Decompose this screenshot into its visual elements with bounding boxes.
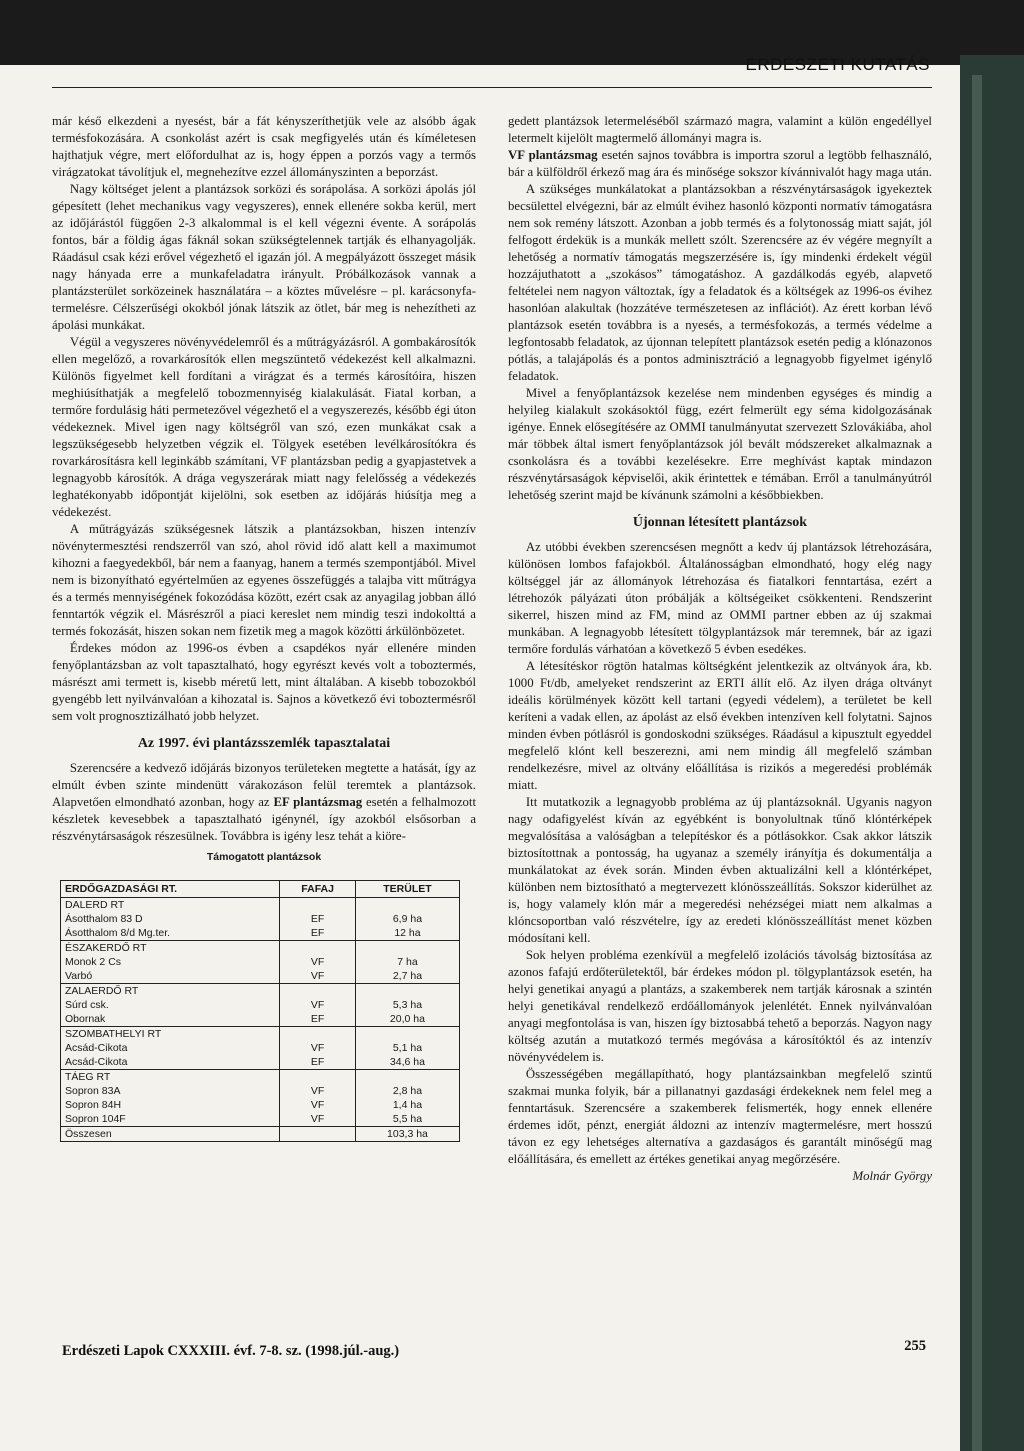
plantation-name: Súrd csk. [61, 998, 280, 1012]
left-column [52, 113, 476, 1142]
table-group-row [61, 941, 460, 956]
header-species: FAFAJ [280, 881, 356, 898]
plantation-name: Sopron 83A [61, 1084, 280, 1098]
running-header: ERDÉSZETI KUTATÁS [745, 55, 930, 74]
plantation-name: Sopron 84H [61, 1098, 280, 1112]
table-group-row [61, 1027, 460, 1042]
table-group-row [61, 898, 460, 913]
species-cell: VF [280, 998, 356, 1012]
left-paragraph-6 [52, 760, 476, 845]
species-cell: VF [280, 1098, 356, 1112]
p2-text: esetén sajnos továbbra is importra szorul a legtöbb felhasználó, bár a külföldről érkező mag ára és minősége sokszor kívánnivalót hagy maga után. [508, 148, 933, 179]
spine-stripe [972, 75, 982, 1451]
section-heading-1997: Az 1997. évi plantázsszemlék tapasztalatai [137, 736, 391, 751]
empty-cell [355, 1070, 459, 1085]
species-cell: VF [280, 955, 356, 969]
p2-bold-term: VF plantázsmag [508, 148, 598, 162]
area-cell: 5,5 ha [355, 1112, 459, 1127]
plantation-name: Acsád-Cikota [61, 1055, 280, 1070]
right-paragraph-7: Itt mutatkozik a legnagyobb probléma az új plantázsoknál. Ugyanis nagyon nagy odafigyelést kíván az egyébként is bonyolultnak tűnő klóntérképek megvalósítása a valóságban a telepítéskor és a pótlásokkor. Csak akkor látszik biztosítottnak a pontosság, ha ugyanaz a személy irányítja és dokumentálja a munkálatokat az évek során. Minden évben aktualizálni kell a klóntérképet, különben nem biztosítható a megtervezett klónösszeállítás. Sokszor kiderülhet az is, hogy valamely klón már a megeredési nehézségei miatt nem alkalmas a klóncsoportban való részvételre, így az eredeti klónösszeállítást menet közben módosítani kell. [508, 795, 932, 945]
plantation-name: Varbó [61, 969, 280, 984]
supported-plantations-table [60, 880, 460, 1142]
author-signature: Molnár György [852, 1169, 932, 1183]
area-cell: 5,3 ha [355, 998, 459, 1012]
plantation-name: Acsád-Cikota [61, 1041, 280, 1055]
area-cell: 2,7 ha [355, 969, 459, 984]
area-cell: 6,9 ha [355, 912, 459, 926]
company-name: DALERD RT [61, 898, 280, 913]
plantation-name: Ásotthalom 8/d Mg.ter. [61, 926, 280, 941]
right-paragraph-8: Sok helyen probléma ezenkívül a megfelelő izolációs távolság biztosítása az azonos fafajú erdőterületektől, bár érdekes módon pl. tölgyplantázsok esetén, ha helyi genetikai anyagú a plantázs, a szakemberek nem tartják károsnak a szintén helyi genetikával rendelkező erdőállományok jelenlétét. Ennek nyilvánvalóan anyagi megfontolása is van, hiszen így biztosabbá tehető a beporzás. Nagyon nagy költség azután a mutatkozó termés megóvása a károsítóktól és az intenzív növényvédelem is. [508, 948, 932, 1064]
company-name: TÁEG RT [61, 1070, 280, 1085]
empty-cell [355, 941, 459, 956]
right-paragraph-6: A létesítéskor rögtön hatalmas költségként jelentkezik az oltványok ára, kb. 1000 Ft/db, amelyeket rendszerint az ERTI állít elő. Az ilyen drága oltványt ideális körülmények között kell tartani (egyedi védelem), a területet be kell keríteni a vadak ellen, az ápolást az első években intenzíven kell folytatni. Sajnos minden évben pótlásról is gondoskodni szükséges. Ráadásul a kipusztult egyeddel megfelelő klónt kell beszerezni, ami nem mindig áll megfelelő számban rendelkezésre, mivel az oltvány előállítása is rizikós a megeredési problémák miatt. [508, 659, 932, 792]
species-cell: VF [280, 1084, 356, 1098]
table-row [61, 969, 460, 984]
left-paragraph-4: A műtrágyázás szükségesnek látszik a plantázsokban, hiszen intenzív növénytermesztési rendszerről van szó, ahol rövid idő alatt kell a maximumot kihozni a faegyedekből, bár nem a faanyag, hanem a termés szempontjából. Mivel nem is bizonyítható egyértelműen az egyenes összefüggés a talajba vitt műtrágya és a termés mennyiségének fokozódása között, ezért csak az anyagilag jobban álló fenntartók végzik el. Másrészről a piaci kereslet nem mindig teszi indokolttá a termés fokozását, hiszen sokan nem fizetik meg a magok közötti árkülönbözetet. [52, 522, 476, 638]
plantation-name: Sopron 104F [61, 1112, 280, 1127]
right-paragraph-1: gedett plantázsok letermeléséből származó magra, valamint a külön engedéllyel letermelt kijelölt magtermelő állományi magra is. [508, 114, 932, 145]
species-cell: VF [280, 1112, 356, 1127]
species-cell: EF [280, 1055, 356, 1070]
area-cell: 5,1 ha [355, 1041, 459, 1055]
table-row [61, 912, 460, 926]
left-paragraph-2: Nagy költséget jelent a plantázsok sorközi és sorápolása. A sorközi ápolás jól gépesített (lehet mechanikus vagy vegyszeres), ennek ellenére sokba kerül, mert az időjárástól függően 2-3 alkalommal is el kell végezni évente. A sorápolás fontos, bár a földig ágas fáknál sokan szükségtelennek tartják és elhanyagolják. Ráadásul csak kézi erővel végezhető el igazán jól. A megpályázott összeget másik nagy hányada erre a munkafeladatra irányult. Próbálkozások vannak a plantázsterület sorközeinek használatára – a köztes művelésre – pl. karácsonyfa-termelésre. Célszerűségi okokból jónak látszik az ötlet, bár meg is nehezítheti az ápolási munkákat. [52, 182, 476, 332]
total-empty [280, 1127, 356, 1142]
plantation-name: Obornak [61, 1012, 280, 1027]
right-paragraph-2 [508, 147, 932, 181]
company-name: ZALAERDŐ RT [61, 984, 280, 999]
empty-cell [355, 898, 459, 913]
area-cell: 7 ha [355, 955, 459, 969]
species-cell: VF [280, 969, 356, 984]
right-paragraph-9: Összességében megállapítható, hogy plantázsainkban megfelelő szintű szakmai munka folyik, bár a pillanatnyi gazdasági érdekeknek nem felel meg a fenntartásuk. Szerencsére a szakemberek felismerték, hogy ennek ellenére érdemes időt, pénzt, energiát áldozni az intenzív magtermelésre, mert hosszú távon ez egy lehetséges alternatíva a gazdaságos és garantált minőségű mag előállítására, és emellett az értékes genetikai anyag megőrzésére. [508, 1067, 932, 1166]
area-cell: 12 ha [355, 926, 459, 941]
page-number: 255 [904, 1338, 926, 1354]
table-row [61, 1098, 460, 1112]
header-rule [52, 87, 932, 88]
species-cell: EF [280, 926, 356, 941]
species-cell: VF [280, 1041, 356, 1055]
table-group-row [61, 984, 460, 999]
table-row [61, 1012, 460, 1027]
right-paragraph-4: Mivel a fenyőplantázsok kezelése nem mindenben egységes és mindig a helyileg kialakult szokásoktól függ, ezért felmerült egy séma kidolgozásának igénye. Ennek elősegítésére az OMMI tanulmányutat szervezett Szlovákiába, ahol már többek által ismert fenyőplantázsok jól bevált módszereket alkalmaznak a csonkolásra és a további kezelésekre. Erre meghívást kaptak mindazon részvénytársaságok képviselői, akik érintettek e témában. Erről a tanulmányútról lehetőség szerint majd be kívánunk számolni a későbbiekben. [508, 386, 932, 502]
p6-bold-term: EF plantázsmag [273, 795, 363, 809]
left-paragraph-5: Érdekes módon az 1996-os évben a csapdékos nyár ellenére minden fenyőplantázsban az volt tapasztalható, hogy egyrészt kevés volt a toboztermés, másrészt ami termett is, kisebb méretű lett, mint általában. A kisebb tobozokból gyengébb lett nyilvánvalóan a kihozatal is. Sajnos a következő évi toboztermésről sem volt prognosztizálható jobb helyzet. [52, 641, 476, 723]
left-paragraph-3: Végül a vegyszeres növényvédelemről és a műtrágyázásról. A gombakárosítók ellen megelőző, a rovarkárosítók ellen megszüntető védekezést kell alkalmazni. Különös figyelmet kell fordítani a virágzat és a termés károsítóira, hiszen meghiúsíthatják a megfelelő tobozmennyiség kialakulását. Fiatal korban, a termőre fordulásig háti permetezővel végezhető el a vegyszerezés, később égi úton védekeznek. Mivel igen nagy költségről van szó, ezen munkákat csak a legszükségesebb helyzetben végzik el. Tölgyek esetében levélkárosítókra és rovarkárosításra kell leginkább számítani, VF plantázsban pedig a gyapjastetvek a legnagyobb károsítók. A drága vegyszerárak miatt nagy felelősség a védekezés leghatékonyabb időpontját kijelölni, sok esetben az időjárás hiúsítja meg a védekezést. [52, 335, 476, 519]
left-paragraph-1: már késő elkezdeni a nyesést, bár a fát kényszeríthetjük vele az alsóbb ágak termésfokozására. A csonkolást azért is csak megfigyelés után és kíméletesen hajthatjuk végre, mert előfordulhat az is, hogy éppen a porzós vagy a termős virágzatokat távolítjuk el, megnehezítve ezzel állományszinten a beporzást. [52, 114, 476, 179]
right-paragraph-3: A szükséges munkálatokat a plantázsokban a részvénytársaságok igyekeztek becsülettel elvégezni, bár az elmúlt évihez hasonló központi normatív támogatásra nem sok remény látszott. Azonban a jobb termés és a folytonosság miatt saját, jól felfogott érdekük is a munkák mellett szólt. Szerencsére az év végére megnyílt a lehetőség a normatív támogatás megszerzésére is, így mindenki érdekelt végül hozzájuthatott a „szokásos” támogatáshoz. A gazdálkodás egyéb, alapvető feltételei nem nagyon változtak, így a feladatok és a költségek az 1996-os évihez hasonlóan alakultak (hozzátéve természetesen az inflációt). Az érett korban lévő plantázsok esetén továbbra is a nyesés, a termésfokozás, a termés védelme a legfontosabb feladatok, az újonnan telepített plantázsok esetén pedig a klónazonos pótlás, a talajápolás és a pontos adminisztráció a legnagyobb figyelmet igénylő feladatok. [508, 182, 932, 383]
table-row [61, 998, 460, 1012]
table-group-row [61, 1070, 460, 1085]
area-cell: 20,0 ha [355, 1012, 459, 1027]
table-row [61, 1084, 460, 1098]
plantation-name: Ásotthalom 83 D [61, 912, 280, 926]
p6-text-a: Szerencsére a kedvező időjárás bizonyos területeken megtette a hatását, így az elmúlt évben szinte mindenütt várakozáson felül teremtek a plantázsok. Alapvetően elmondható azonban, hogy az [52, 761, 476, 809]
right-paragraph-5: Az utóbbi években szerencsésen megnőtt a kedv új plantázsok létrehozására, különösen lombos fafajokból. Általánosságban elmondható, hogy elég nagy költséggel jár az állományok létrehozása és fiatalkori fenntartása, ezért a létrehozók pályázati úton próbálják a költségeiket csökkenteni. Rendszerint sikerrel, hiszen mind az FM, mind az OMMI partner ebben az új szakmai munkában. A legnagyobb létesített tölgyplantázsok már teremnek, bár az igazi termőre fordulás várhatóan a következő 5 évben esedékes. [508, 540, 932, 656]
header-company: ERDŐGAZDASÁGI RT. [61, 881, 280, 898]
table-body [61, 898, 460, 1142]
empty-cell [355, 1027, 459, 1042]
book-spine [960, 55, 1024, 1451]
empty-cell [280, 898, 356, 913]
empty-cell [280, 984, 356, 999]
company-name: SZOMBATHELYI RT [61, 1027, 280, 1042]
empty-cell [280, 1027, 356, 1042]
header-area: TERÜLET [355, 881, 459, 898]
table-row [61, 1041, 460, 1055]
species-cell: EF [280, 1012, 356, 1027]
table-row [61, 1112, 460, 1127]
journal-citation: Erdészeti Lapok CXXXIII. évf. 7-8. sz. (1998.júl.-aug.) [62, 1343, 400, 1359]
area-cell: 2,8 ha [355, 1084, 459, 1098]
total-label: Összesen [61, 1127, 280, 1142]
table-row [61, 926, 460, 941]
company-name: ÉSZAKERDŐ RT [61, 941, 280, 956]
area-cell: 1,4 ha [355, 1098, 459, 1112]
plantation-name: Monok 2 Cs [61, 955, 280, 969]
right-column [508, 113, 932, 1185]
section-heading-new-plantations: Újonnan létesített plantázsok [632, 515, 808, 530]
table-caption: Támogatott plantázsok [206, 851, 322, 863]
table-row [61, 955, 460, 969]
p6-text-b: esetén a felhalmozott készletek kevesebbek a tapasztalható igénynél, így azokból elsősorban a részvénytársaságok részesülnek. Továbbra is igény lesz tehát a kiöre- [52, 795, 477, 843]
empty-cell [280, 941, 356, 956]
area-cell: 34,6 ha [355, 1055, 459, 1070]
table-total-row [61, 1127, 460, 1142]
species-cell: EF [280, 912, 356, 926]
empty-cell [280, 1070, 356, 1085]
table-row [61, 1055, 460, 1070]
total-area: 103,3 ha [355, 1127, 459, 1142]
table-header-row [61, 881, 460, 898]
empty-cell [355, 984, 459, 999]
